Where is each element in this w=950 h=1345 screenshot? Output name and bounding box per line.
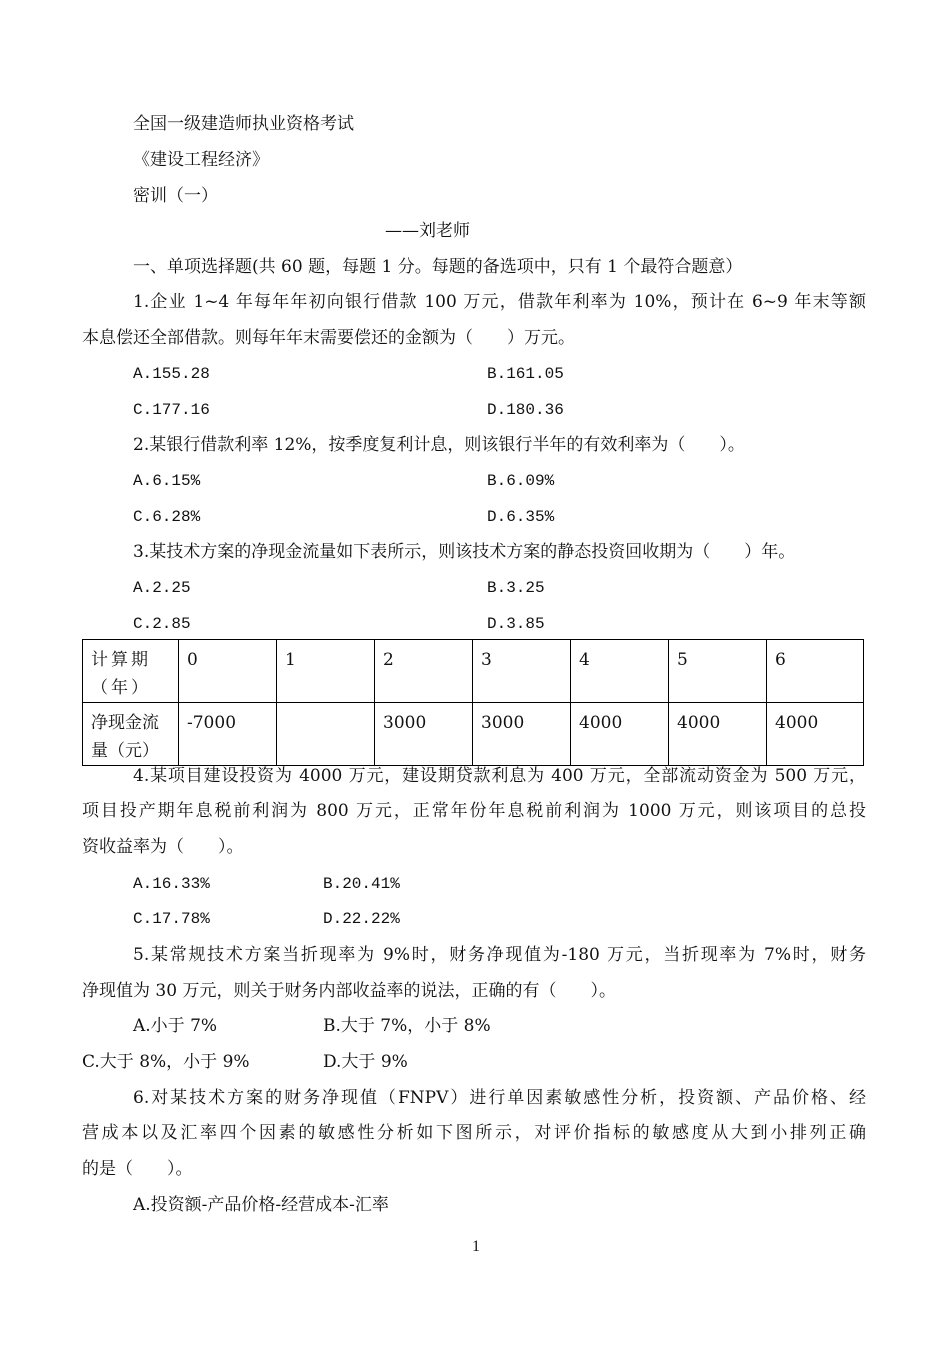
q2-stem: 2.某银行借款利率 12%，按季度复利计息，则该银行半年的有效利率为（ ）。 <box>133 435 745 455</box>
q6-stem-line1: 6.对某技术方案的财务净现值（FNPV）进行单因素敏感性分析，投资额、产品价格、经 <box>133 1088 866 1108</box>
cashflow-cell: 4000 <box>767 703 864 766</box>
q4-stem-line2: 项目投产期年息税前利润为 800 万元，正常年份年息税前利润为 1000 万元，则该项目的总投 <box>82 801 866 821</box>
q1-option-d: D.180.36 <box>487 401 564 419</box>
exam-title: 全国一级建造师执业资格考试 <box>133 114 354 134</box>
q4-option-b: B.20.41% <box>323 875 400 893</box>
q2-option-b: B.6.09% <box>487 472 555 490</box>
q4-stem-line3: 资收益率为（ ）。 <box>82 837 244 857</box>
year-cell: 5 <box>669 640 767 703</box>
q5-stem-line2: 净现值为 30 万元，则关于财务内部收益率的说法，正确的有（ ）。 <box>82 981 616 1001</box>
cashflow-cell: 4000 <box>571 703 669 766</box>
q5-option-a: A.小于 7% <box>133 1016 218 1036</box>
q4-option-d: D.22.22% <box>323 910 400 928</box>
q6-stem-line2: 营成本以及汇率四个因素的敏感性分析如下图所示，对评价指标的敏感度从大到小排列正确 <box>82 1123 866 1143</box>
q4-stem-line1: 4.某项目建设投资为 4000 万元，建设期贷款利息为 400 万元，全部流动资金为 500 万元， <box>133 766 866 786</box>
q3-option-c: C.2.85 <box>133 615 191 633</box>
q1-option-a: A.155.28 <box>133 365 210 383</box>
cashflow-cell: 3000 <box>473 703 571 766</box>
set-title: 密训（一） <box>133 186 218 206</box>
q5-stem-line1: 5.某常规技术方案当折现率为 9%时，财务净现值为-180 万元，当折现率为 7%时，财务 <box>133 945 866 965</box>
q5-option-d: D.大于 9% <box>323 1052 408 1072</box>
q2-option-d: D.6.35% <box>487 508 555 526</box>
table-row <box>83 640 864 703</box>
author: ——刘老师 <box>385 221 470 241</box>
year-cell: 0 <box>179 640 277 703</box>
cashflow-cell <box>277 703 375 766</box>
q2-option-c: C.6.28% <box>133 508 201 526</box>
year-cell: 6 <box>767 640 864 703</box>
q6-stem-line3: 的是（ ）。 <box>82 1159 193 1179</box>
cash-flow-table <box>82 639 864 766</box>
year-cell: 1 <box>277 640 375 703</box>
cashflow-cell: 4000 <box>669 703 767 766</box>
table-row <box>83 703 864 766</box>
q5-option-c: C.大于 8%，小于 9% <box>82 1052 250 1072</box>
q6-option-a: A.投资额-产品价格-经营成本-汇率 <box>133 1195 389 1215</box>
year-cell: 2 <box>375 640 473 703</box>
year-cell: 3 <box>473 640 571 703</box>
q2-option-a: A.6.15% <box>133 472 201 490</box>
section-heading: 一、单项选择题(共 60 题，每题 1 分。每题的备选项中，只有 1 个最符合题意） <box>133 257 743 277</box>
q3-option-a: A.2.25 <box>133 579 191 597</box>
q1-option-c: C.177.16 <box>133 401 210 419</box>
period-label-cell: 计算期（年） <box>83 640 179 703</box>
subject-title: 《建设工程经济》 <box>133 150 269 170</box>
q4-option-a: A.16.33% <box>133 875 210 893</box>
q4-option-c: C.17.78% <box>133 910 210 928</box>
q3-option-b: B.3.25 <box>487 579 545 597</box>
q5-option-b: B.大于 7%，小于 8% <box>323 1016 491 1036</box>
page-number: 1 <box>472 1238 480 1255</box>
q1-stem-line1: 1.企业 1~4 年每年年初向银行借款 100 万元，借款年利率为 10%，预计在 6~9 年末等额 <box>133 292 866 312</box>
cashflow-label-cell: 净现金流量（元） <box>83 703 179 766</box>
q1-option-b: B.161.05 <box>487 365 564 383</box>
q1-stem-line2: 本息偿还全部借款。则每年年末需要偿还的金额为（ ）万元。 <box>82 328 575 348</box>
year-cell: 4 <box>571 640 669 703</box>
cashflow-cell: -7000 <box>179 703 277 766</box>
q3-stem: 3.某技术方案的净现金流量如下表所示，则该技术方案的静态投资回收期为（ ）年。 <box>133 542 796 562</box>
cashflow-cell: 3000 <box>375 703 473 766</box>
q3-option-d: D.3.85 <box>487 615 545 633</box>
